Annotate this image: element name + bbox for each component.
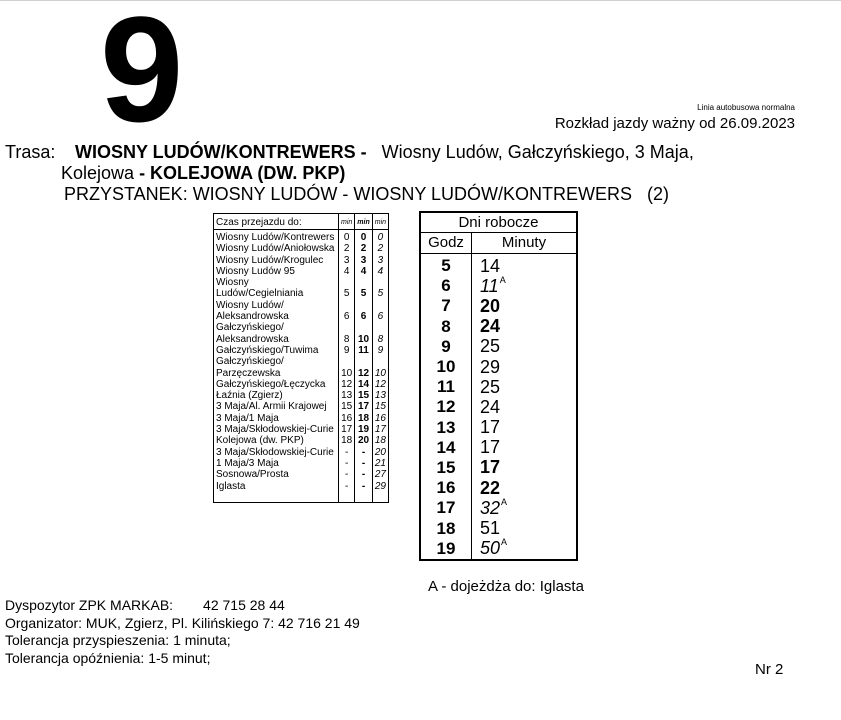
- stop-name: [214, 458, 339, 469]
- valid-from: Rozkład jazdy ważny od 26.09.2023: [554, 115, 795, 132]
- schedule-title: Dni robocze: [421, 213, 576, 233]
- schedule-row: [421, 317, 576, 337]
- route-label: Trasa:: [5, 142, 56, 162]
- unit-label: min: [355, 214, 372, 230]
- travel-time-1: 5: [339, 277, 355, 300]
- travel-time-3: 10: [372, 356, 388, 379]
- travel-time-1: -: [339, 447, 355, 458]
- stop-name: [214, 424, 339, 435]
- minute-cell: [471, 296, 500, 317]
- stop-name: [214, 413, 339, 424]
- route: [5, 142, 694, 184]
- travel-table-row: [214, 379, 389, 390]
- schedule-row: [421, 377, 576, 397]
- travel-time-2: 3: [355, 255, 372, 266]
- hour-cell: 15: [436, 457, 456, 477]
- travel-time-2: 15: [355, 390, 372, 401]
- hour-cell: 19: [436, 538, 456, 558]
- travel-time-2: -: [355, 469, 372, 480]
- travel-time-2: 20: [355, 435, 372, 446]
- unit-label: min: [372, 214, 388, 230]
- travel-time-3: 12: [372, 379, 388, 390]
- stop-name: [214, 255, 339, 266]
- minute-cell: [471, 498, 507, 519]
- travel-time-3: 18: [372, 435, 388, 446]
- stop-name-text: Parzęczewska: [216, 367, 281, 379]
- travel-table-row: [214, 401, 389, 412]
- hour-cell: 6: [441, 276, 451, 296]
- travel-table-header: [214, 214, 389, 230]
- minute-value: 29: [480, 356, 501, 377]
- minute-value: 50: [480, 538, 501, 559]
- travel-table-row: [214, 255, 389, 266]
- travel-time-3: 13: [372, 390, 388, 401]
- stop-name-text: Aleksandrowska: [216, 333, 289, 345]
- schedule-row: [421, 256, 576, 276]
- travel-table-row: [214, 481, 389, 503]
- travel-time-1: 12: [339, 379, 355, 390]
- schedule-row: [421, 458, 576, 478]
- minute-value: 24: [480, 316, 501, 337]
- hour-column-header: Godz: [421, 233, 472, 253]
- hour-cell: 5: [441, 256, 451, 276]
- footnote-mark: A: [499, 274, 506, 285]
- route-via-1: Wiosny Ludów, Gałczyńskiego, 3 Maja,: [381, 142, 694, 162]
- travel-time-2: 18: [355, 413, 372, 424]
- travel-time-1: -: [339, 458, 355, 469]
- travel-table-row: [214, 435, 389, 446]
- minute-value: 32: [480, 497, 501, 518]
- stop-name: [214, 390, 339, 401]
- minute-cell: [471, 256, 500, 277]
- travel-table-row: [214, 458, 389, 469]
- route-via-2: Kolejowa: [61, 163, 135, 183]
- schedule-row: [421, 418, 576, 438]
- hour-cell: 9: [441, 336, 451, 356]
- travel-table-row: [214, 469, 389, 480]
- travel-time-2: 2: [355, 243, 372, 254]
- minute-cell: [471, 377, 500, 398]
- line-number: 9: [100, 0, 180, 153]
- minute-value: 17: [480, 437, 501, 458]
- travel-time-3: 0: [372, 230, 388, 244]
- stop-name: [214, 469, 339, 480]
- travel-time-2: 6: [355, 300, 372, 323]
- travel-table-row: [214, 230, 389, 244]
- line-type: Linia autobusowa normalna: [697, 103, 795, 112]
- schedule-row: [421, 296, 576, 316]
- travel-time-2: -: [355, 481, 372, 503]
- hour-cell: 12: [436, 397, 456, 417]
- travel-time-3: 20: [372, 447, 388, 458]
- travel-time-3: 29: [372, 481, 388, 503]
- hour-cell: 11: [437, 377, 455, 397]
- departure-schedule: [419, 211, 578, 561]
- route-line-2: [5, 163, 694, 184]
- travel-time-2: 17: [355, 401, 372, 412]
- schedule-row: [421, 539, 576, 559]
- tolerance-early: Tolerancja przyspieszenia: 1 minuta;: [5, 632, 231, 648]
- stop-name-text: Iglasta: [216, 480, 246, 492]
- minute-cell: [471, 336, 500, 357]
- route-line-1: [5, 142, 694, 163]
- schedule-row: [421, 518, 576, 538]
- route-to: - KOLEJOWA (DW. PKP): [139, 163, 346, 183]
- travel-time-2: 5: [355, 277, 372, 300]
- travel-time-2: 19: [355, 424, 372, 435]
- stop-name-text: Wiosny Ludów/Kontrewers: [216, 232, 335, 243]
- tolerance-late: Tolerancja opóźnienia: 1-5 minut;: [5, 649, 211, 666]
- stop-name-text: 3 Maja/1 Maja: [216, 412, 279, 424]
- stop-name-text: 1 Maja/3 Maja: [216, 457, 279, 469]
- minute-cell: [471, 316, 500, 337]
- travel-time-1: 6: [339, 300, 355, 323]
- travel-time-3: 2: [372, 243, 388, 254]
- dispatcher-phone: 42 715 28 44: [203, 597, 285, 613]
- page-number: Nr 2: [755, 661, 784, 678]
- travel-time-table: [213, 213, 389, 503]
- minutes-column-header: Minuty: [501, 234, 547, 251]
- travel-table-row: [214, 266, 389, 277]
- stop-name-text: Wiosny Ludów/Krogulec: [216, 254, 324, 266]
- travel-time-3: 8: [372, 322, 388, 345]
- stop-name: [214, 401, 339, 412]
- travel-table-row: [214, 277, 389, 300]
- hour-cell: 13: [436, 417, 456, 437]
- stop-name: [214, 277, 339, 300]
- minute-cell: [471, 357, 500, 378]
- minute-cell: [471, 478, 500, 499]
- travel-time-1: 0: [339, 230, 355, 244]
- travel-time-2: 14: [355, 379, 372, 390]
- stop-name: [214, 356, 339, 379]
- minute-cell: [471, 397, 500, 418]
- minute-value: 11: [480, 275, 499, 296]
- organizer-line: Organizator: MUK, Zgierz, Pl. Kilińskiego 7: 42 716 21 49: [5, 614, 360, 631]
- schedule-header: [421, 233, 576, 254]
- travel-time-2: 10: [355, 322, 372, 345]
- schedule-row: [421, 438, 576, 458]
- travel-table-row: [214, 356, 389, 379]
- travel-time-3: 5: [372, 277, 388, 300]
- stop-name: [214, 447, 339, 458]
- minute-value: 24: [480, 396, 501, 417]
- dispatcher-label: Dyspozytor ZPK MARKAB:: [5, 597, 174, 613]
- travel-time-3: 6: [372, 300, 388, 323]
- stop-name-text: Wiosny Ludów 95: [216, 265, 295, 277]
- travel-time-1: 17: [339, 424, 355, 435]
- stop-name-text: Wiosny Ludów/Aniołowska: [216, 243, 335, 255]
- travel-time-2: -: [355, 447, 372, 458]
- travel-table-row: [214, 345, 389, 356]
- stop-name: [214, 243, 339, 254]
- stop-name-text: Gałczyńskiego/Łęczycka: [216, 378, 326, 390]
- travel-time-1: 16: [339, 413, 355, 424]
- schedule-row: [421, 478, 576, 498]
- stop-name-text: Gałczyńskiego/Tuwima: [216, 344, 319, 356]
- stop-name: [214, 345, 339, 356]
- stop-name-text: Kolejowa (dw. PKP): [216, 435, 304, 447]
- travel-time-3: 17: [372, 424, 388, 435]
- unit-label: min: [339, 214, 355, 230]
- travel-time-3: 15: [372, 401, 388, 412]
- hour-cell: 18: [436, 518, 456, 538]
- footnote-mark: A: [501, 496, 508, 507]
- stop-name-text: Wiosny Ludów/: [216, 299, 284, 311]
- travel-time-2: 12: [355, 356, 372, 379]
- travel-time-1: -: [339, 481, 355, 503]
- schedule-row: [421, 276, 576, 296]
- stop-name-text: Aleksandrowska: [216, 311, 289, 323]
- travel-time-2: 4: [355, 266, 372, 277]
- minute-cell: [471, 518, 500, 539]
- travel-time-2: 11: [355, 345, 372, 356]
- hour-cell: 17: [436, 498, 456, 518]
- travel-time-1: -: [339, 469, 355, 480]
- minute-value: 25: [480, 376, 501, 397]
- footnote-mark: A: [501, 537, 508, 548]
- stop-name: [214, 481, 339, 503]
- schedule-row: [421, 498, 576, 518]
- travel-time-3: 3: [372, 255, 388, 266]
- travel-time-2: 0: [355, 230, 372, 244]
- travel-time-3: 9: [372, 345, 388, 356]
- minute-value: 14: [480, 255, 501, 276]
- stop-label: PRZYSTANEK: WIOSNY LUDÓW - WIOSNY LUDÓW/KONTREWERS (2): [64, 184, 670, 204]
- minute-cell: [471, 417, 500, 438]
- travel-time-3: 16: [372, 413, 388, 424]
- travel-table-row: [214, 447, 389, 458]
- travel-table-row: [214, 424, 389, 435]
- stop-name-text: 3 Maja/Skłodowskiej-Curie: [216, 424, 334, 436]
- minute-value: 25: [480, 336, 501, 357]
- travel-time-1: 8: [339, 322, 355, 345]
- hour-cell: 8: [441, 316, 451, 336]
- travel-time-1: 18: [339, 435, 355, 446]
- stop-name-text: Łaźnia (Zgierz): [216, 390, 283, 402]
- minute-value: 17: [480, 457, 501, 478]
- travel-table-title: Czas przejazdu do:: [214, 214, 339, 230]
- stop-name-text: Wiosny Ludów/Cegielniania: [216, 277, 304, 300]
- stop-name-text: Sosnowa/Prosta: [216, 469, 289, 481]
- travel-time-1: 9: [339, 345, 355, 356]
- travel-table-row: [214, 243, 389, 254]
- travel-time-2: -: [355, 458, 372, 469]
- stop-name: [214, 300, 339, 323]
- minute-value: 20: [480, 295, 501, 316]
- schedule-rows: [421, 256, 576, 559]
- stop-name-text: Gałczyńskiego/: [216, 356, 284, 368]
- travel-time-1: 3: [339, 255, 355, 266]
- travel-table-row: [214, 413, 389, 424]
- travel-table-row: [214, 390, 389, 401]
- legend: A - dojeżdża do: Iglasta: [428, 578, 584, 595]
- travel-time-3: 4: [372, 266, 388, 277]
- schedule-row: [421, 397, 576, 417]
- stop-name: [214, 230, 339, 244]
- hour-cell: 7: [441, 296, 451, 316]
- stop-name: [214, 322, 339, 345]
- travel-time-1: 10: [339, 356, 355, 379]
- travel-time-3: 21: [372, 458, 388, 469]
- schedule-row: [421, 337, 576, 357]
- minute-cell: [471, 276, 506, 297]
- stop-name-text: 3 Maja/Al. Armii Krajowej: [216, 401, 327, 413]
- travel-time-1: 15: [339, 401, 355, 412]
- minute-cell: [471, 538, 507, 559]
- stop-name-text: 3 Maja/Skłodowskiej-Curie: [216, 446, 334, 458]
- hour-cell: 16: [436, 478, 456, 498]
- schedule-row: [421, 357, 576, 377]
- travel-time-1: 13: [339, 390, 355, 401]
- stop-name: [214, 266, 339, 277]
- travel-time-3: 27: [372, 469, 388, 480]
- stop-name-text: Gałczyńskiego/: [216, 322, 284, 334]
- travel-table-row: [214, 300, 389, 323]
- travel-time-1: 2: [339, 243, 355, 254]
- route-from: WIOSNY LUDÓW/KONTREWERS -: [75, 142, 367, 162]
- travel-time-1: 4: [339, 266, 355, 277]
- dispatcher-line: [5, 597, 360, 615]
- minute-value: 51: [480, 518, 501, 539]
- hour-cell: 14: [436, 437, 456, 457]
- footer: [5, 597, 360, 667]
- minute-value: 17: [480, 417, 501, 438]
- stop-name: [214, 379, 339, 390]
- hour-cell: 10: [436, 357, 456, 377]
- travel-table-row: [214, 322, 389, 345]
- minute-cell: [471, 437, 500, 458]
- minute-cell: [471, 457, 500, 478]
- stop-name: [214, 435, 339, 446]
- minute-value: 22: [480, 477, 501, 498]
